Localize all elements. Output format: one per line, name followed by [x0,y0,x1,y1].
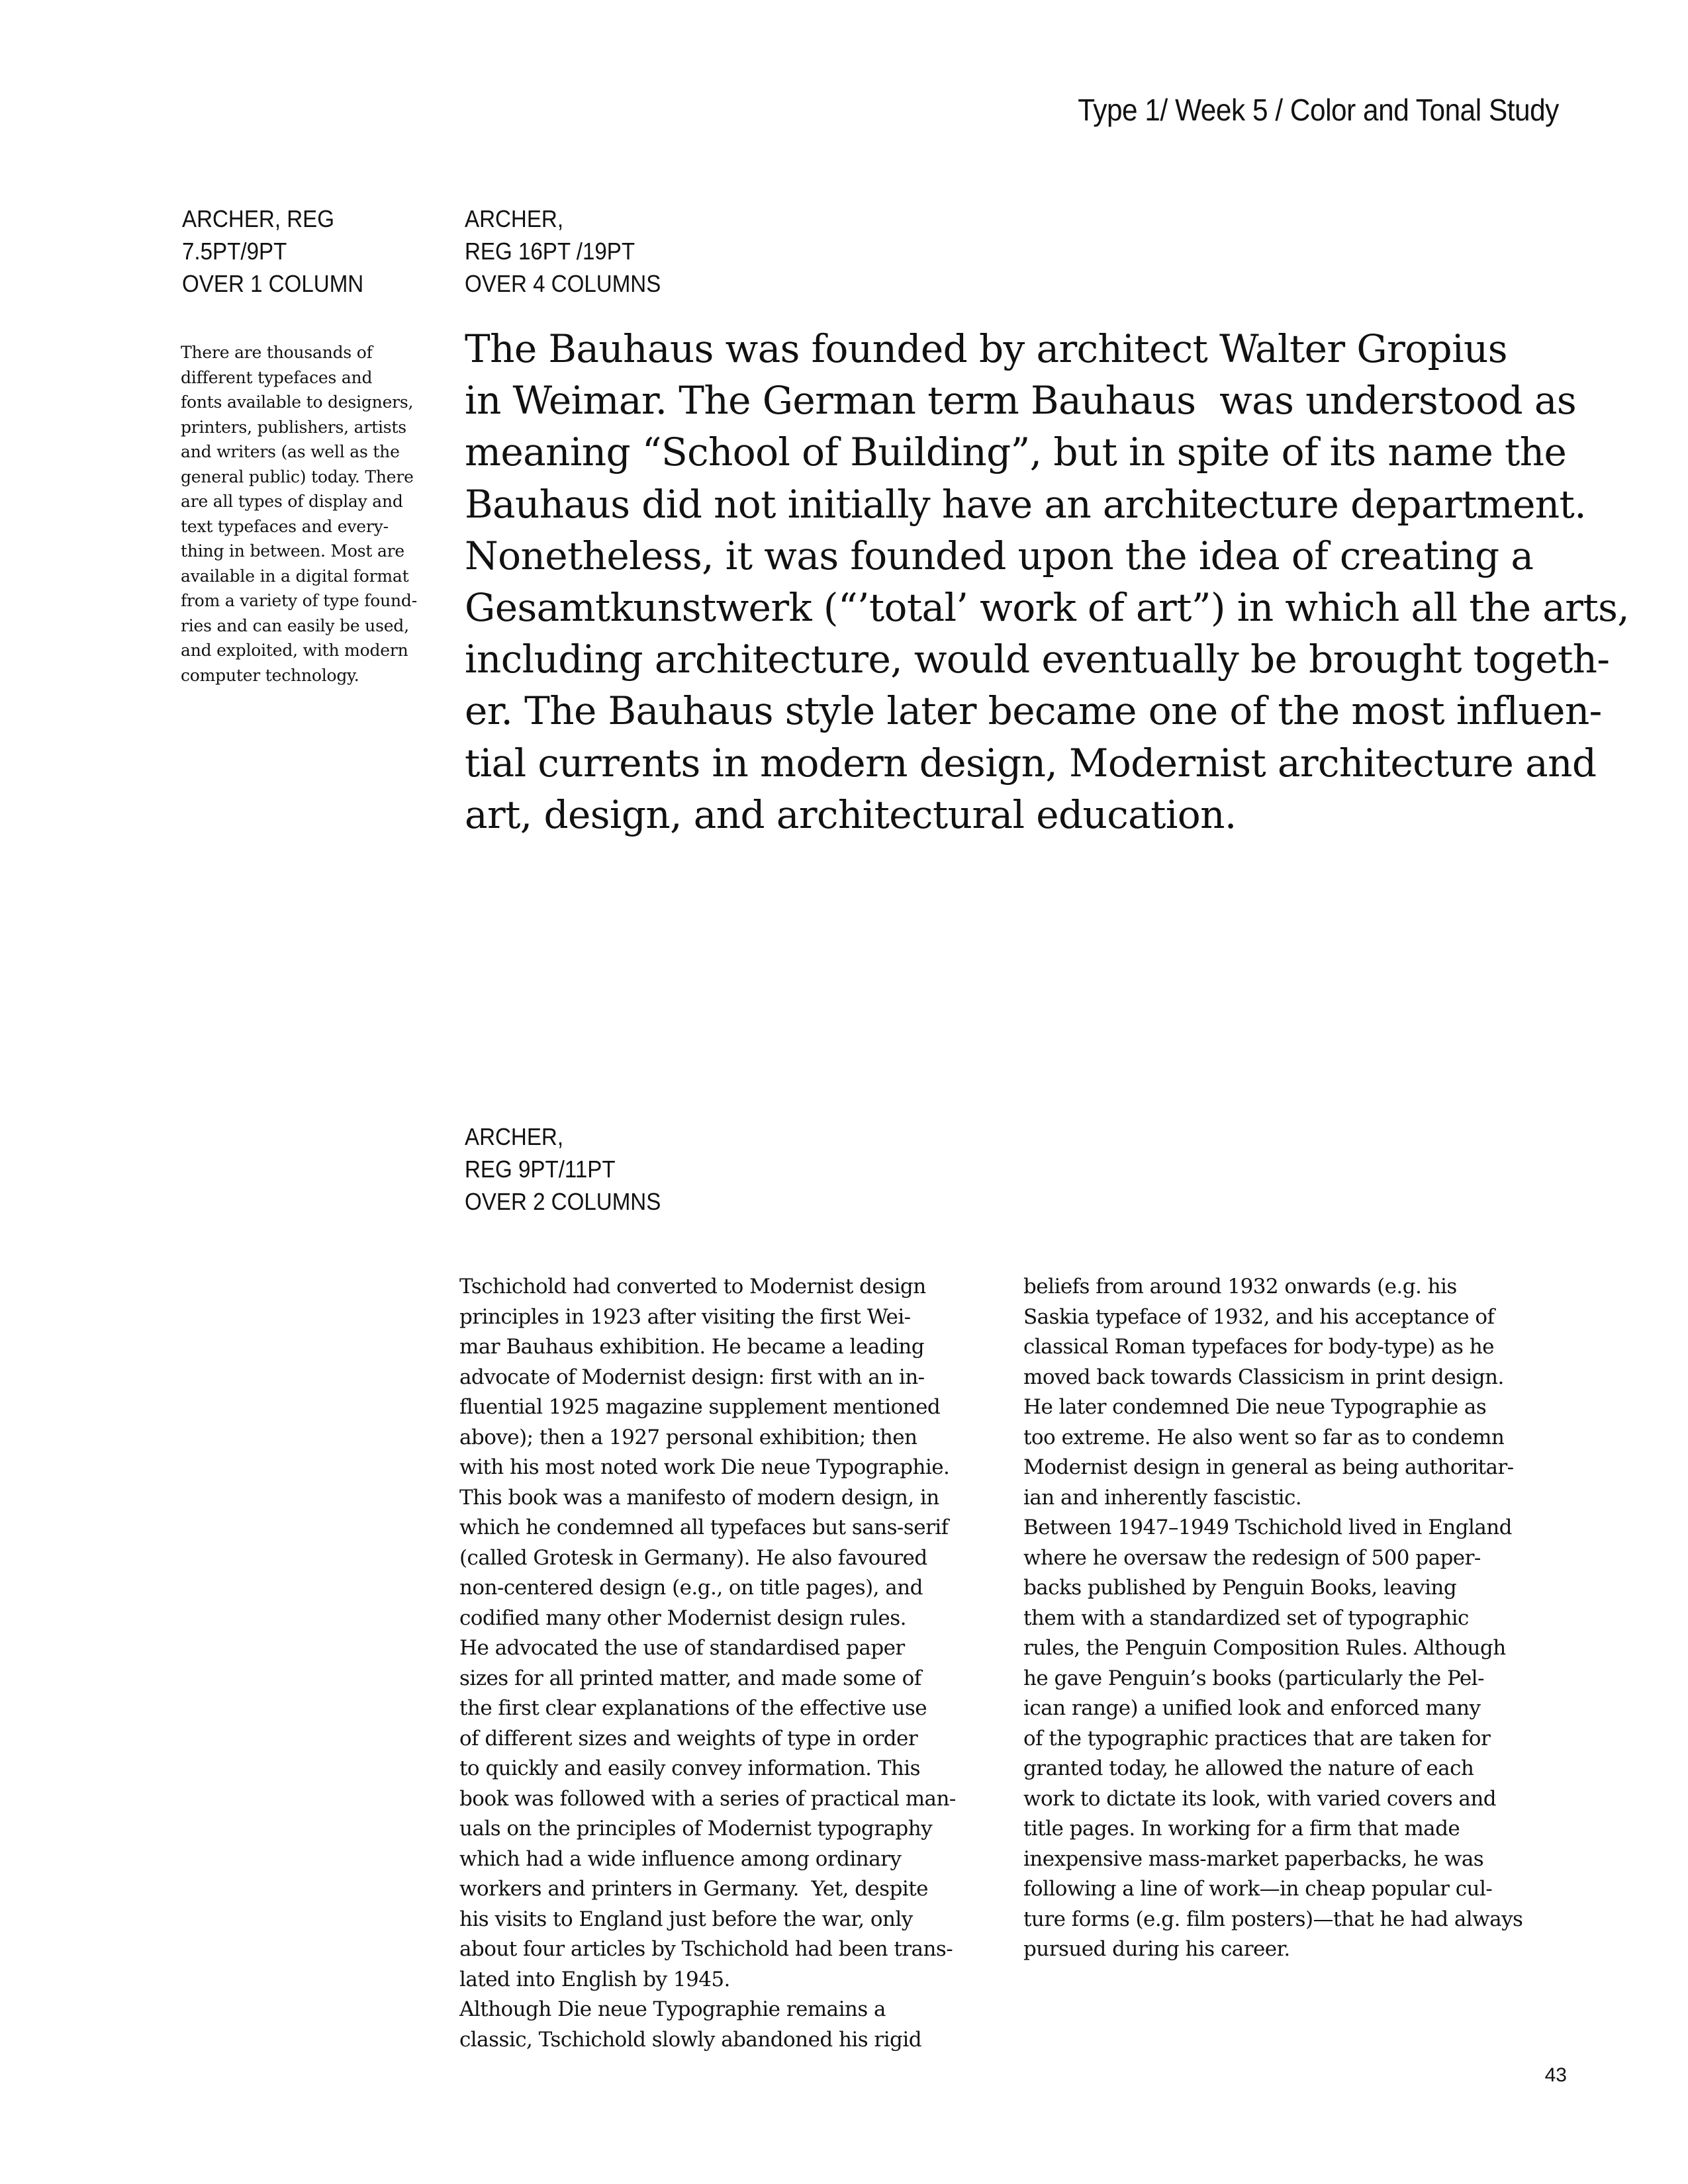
text-line: Tschichold had converted to Modernist design [459,1275,926,1298]
text-line: advocate of Modernist design: first with an in- [459,1365,925,1389]
text-line: codified many other Modernist design rules. [459,1606,906,1630]
text-line: about four articles by Tschichold had been trans- [459,1937,953,1961]
text-line: his visits to England just before the war, only [459,1907,913,1931]
text-line: workers and printers in Germany. Yet, despite [459,1877,928,1901]
text-line: Although Die neue Typographie remains a [459,1997,886,2021]
text-line: the first clear explanations of the effective use [459,1696,927,1720]
spec-label-line: OVER 2 COLUMNS [465,1188,661,1215]
text-line: he gave Penguin’s books (particularly the Pel- [1023,1666,1484,1690]
text-line: fluential 1925 magazine supplement mentioned [459,1395,941,1419]
spec-label-line: ARCHER, [465,205,564,232]
spec-label-line: OVER 4 COLUMNS [465,270,661,297]
text-line: lated into English by 1945. [459,1967,730,1991]
text-line: and writers (as well as the [181,442,400,461]
text-line: available in a digital format [181,566,409,586]
text-line: ture forms (e.g. film posters)—that he had always [1023,1907,1523,1931]
body-column-left [459,1272,956,2055]
text-line: Saskia typeface of 1932, and his acceptance of [1023,1304,1495,1329]
text-line: different typefaces and [181,367,373,387]
text-line: backs published by Penguin Books, leaving [1023,1576,1457,1600]
text-line: and exploited, with modern [181,641,408,660]
spec-label-line: OVER 1 COLUMN [182,270,364,297]
text-line: meaning “School of Building”, but in spite of its name the [465,430,1567,475]
text-line: non-centered design (e.g., on title pages), and [459,1576,923,1600]
text-line: The Bauhaus was founded by architect Walter Gropius [465,326,1507,371]
type-spec-label-2-columns [465,1120,661,1218]
text-line: thing in between. Most are [181,541,404,561]
text-line: too extreme. He also went so far as to condemn [1023,1425,1505,1449]
text-line: beliefs from around 1932 onwards (e.g. his [1023,1275,1457,1298]
text-line: of the typographic practices that are taken for [1023,1726,1491,1751]
text-line: ries and can easily be used, [181,615,409,635]
text-line: including architecture, would eventually be brought togeth- [465,637,1610,682]
text-line: are all types of display and [181,492,403,511]
text-line: Bauhaus did not initially have an architecture department. [465,481,1587,527]
text-line: He later condemned Die neue Typographie as [1023,1395,1487,1419]
text-line: pursued during his career. [1023,1937,1290,1961]
spec-label-line: ARCHER, REG [182,205,335,232]
text-line: above); then a 1927 personal exhibition; then [459,1425,917,1449]
text-line: moved back towards Classicism in print design. [1023,1365,1504,1389]
text-line: rules, the Penguin Composition Rules. Although [1023,1636,1506,1660]
text-line: ican range) a unified look and enforced many [1023,1696,1481,1720]
text-line: uals on the principles of Modernist typography [459,1817,933,1841]
text-line: tial currents in modern design, Modernist architecture and [465,740,1597,786]
text-line: This book was a manifesto of modern design, in [459,1485,939,1510]
spec-label-line: ARCHER, [465,1123,564,1150]
text-line: There are thousands of [181,343,373,362]
text-line: art, design, and architectural education. [465,792,1237,837]
text-line: which had a wide influence among ordinary [459,1846,902,1871]
text-line: text typefaces and every- [181,516,389,536]
spec-label-line: REG 9PT/11PT [465,1156,616,1183]
text-line: classical Roman typefaces for body-type) as he [1023,1335,1494,1359]
text-line: mar Bauhaus exhibition. He became a leading [459,1335,924,1359]
spec-label-line: REG 16PT /19PT [465,238,635,265]
text-line: principles in 1923 after visiting the first Wei- [459,1304,911,1329]
text-line: ian and inherently fascistic. [1023,1485,1302,1510]
page-number: 43 [1544,2064,1567,2086]
text-line: them with a standardized set of typographic [1023,1606,1469,1630]
text-line: book was followed with a series of practical man- [459,1786,956,1811]
text-line: from a variety of type found- [181,591,417,610]
text-line: (called Grotesk in Germany). He also favoured [459,1545,927,1570]
type-spec-label-1-column [182,203,363,300]
running-header-title: Type 1/ Week 5 / Color and Tonal Study [1078,93,1559,127]
text-line: printers, publishers, artists [181,417,406,437]
text-line: in Weimar. The German term Bauhaus was understood as [465,378,1577,424]
body-column-right [1023,1272,1523,1965]
text-line: with his most noted work Die neue Typographie. [459,1455,950,1479]
text-line: Gesamtkunstwerk (“’total’ work of art”) in which all the arts, [465,585,1630,631]
text-line: fonts available to designers, [181,392,414,412]
text-line: sizes for all printed matter, and made some of [459,1666,921,1690]
type-spec-label-4-columns [465,203,661,300]
text-line: of different sizes and weights of type in order [459,1726,918,1751]
text-line: following a line of work—in cheap popular cul- [1023,1877,1493,1901]
text-line: inexpensive mass-market paperbacks, he was [1023,1846,1484,1871]
text-line: er. The Bauhaus style later became one of the most influen- [465,688,1602,734]
text-line: Modernist design in general as being authoritar- [1023,1455,1514,1479]
text-line: classic, Tschichold slowly abandoned his rigid [459,2027,922,2052]
text-line: work to dictate its look, with varied covers and [1023,1786,1497,1811]
text-line: Nonetheless, it was founded upon the idea of creating a [465,533,1534,578]
sample-paragraph-16pt [465,323,1629,841]
text-line: general public) today. There [181,467,414,486]
text-line: granted today, he allowed the nature of each [1023,1756,1474,1780]
text-line: He advocated the use of standardised paper [459,1636,905,1660]
sample-paragraph-7-5pt [181,340,417,688]
text-line: Between 1947–1949 Tschichold lived in England [1023,1516,1512,1539]
text-line: which he condemned all typefaces but sans-serif [459,1516,949,1539]
text-line: title pages. In working for a firm that made [1023,1817,1460,1841]
text-line: where he oversaw the redesign of 500 paper- [1023,1545,1481,1570]
spec-label-line: 7.5PT/9PT [182,238,287,265]
text-line: to quickly and easily convey information. This [459,1756,921,1780]
text-line: computer technology. [181,665,359,685]
